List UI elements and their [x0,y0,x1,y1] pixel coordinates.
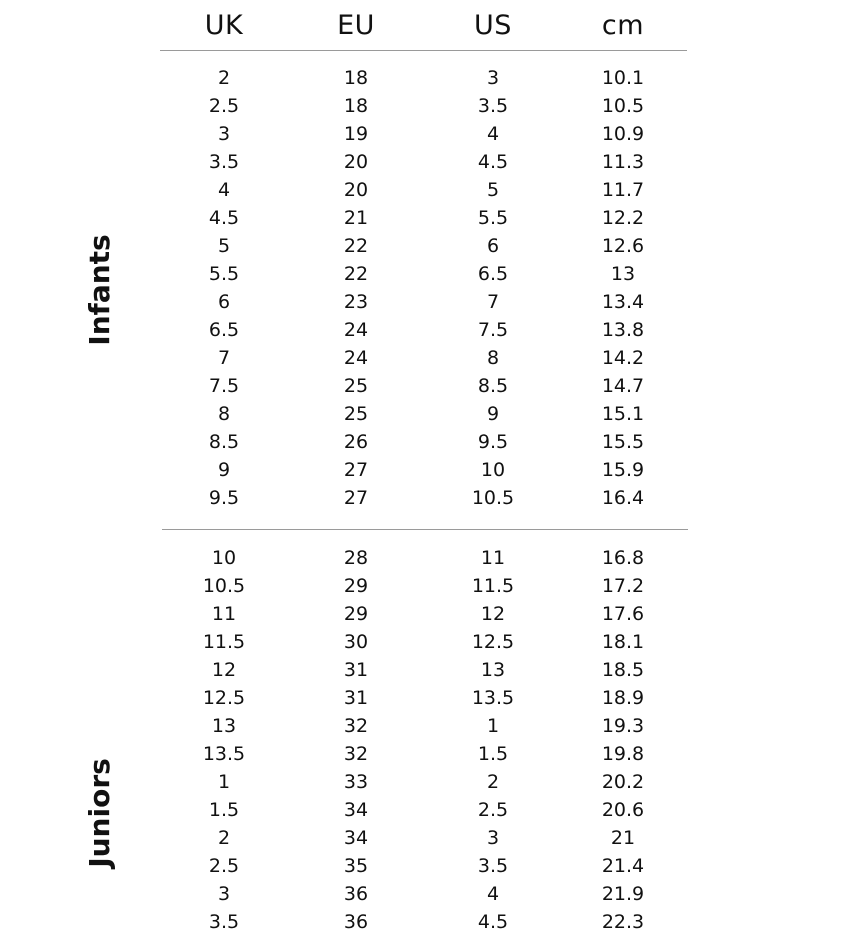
size-cell-eu: 31 [343,659,369,681]
size-cell-us: 2 [486,771,500,793]
size-cell-us: 10.5 [471,487,515,509]
size-cell-uk: 9.5 [208,487,240,509]
size-cell-cm: 18.5 [601,659,645,681]
size-cell-us: 11.5 [471,575,515,597]
size-cell-cm: 19.3 [601,715,645,737]
size-cell-us: 3 [486,827,500,849]
size-cell-eu: 34 [343,799,369,821]
section-label-juniors: Juniors [83,758,116,868]
size-cell-us: 5.5 [477,207,509,229]
size-cell-us: 4.5 [477,151,509,173]
juniors-size-table [160,544,687,936]
size-cell-cm: 16.8 [601,547,645,569]
table-row [160,712,687,740]
size-cell-cm: 17.6 [601,603,645,625]
size-cell-cm: 21.4 [601,855,645,877]
size-cell-us: 6 [486,235,500,257]
size-cell-us: 3.5 [477,95,509,117]
size-cell-us: 8.5 [477,375,509,397]
size-cell-eu: 32 [343,743,369,765]
table-row [160,852,687,880]
table-row [160,344,687,372]
size-cell-uk: 13.5 [202,743,246,765]
size-cell-eu: 34 [343,827,369,849]
size-cell-cm: 17.2 [601,575,645,597]
size-cell-cm: 19.8 [601,743,645,765]
header-divider [160,50,687,51]
table-row [160,260,687,288]
size-cell-uk: 1.5 [208,799,240,821]
infants-size-table [160,64,687,512]
size-cell-eu: 32 [343,715,369,737]
size-cell-cm: 15.9 [601,459,645,481]
size-cell-uk: 2.5 [208,855,240,877]
size-cell-us: 4.5 [477,911,509,933]
table-row [160,484,687,512]
size-cell-eu: 36 [343,911,369,933]
size-cell-eu: 24 [343,319,369,341]
size-cell-us: 13.5 [471,687,515,709]
size-cell-uk: 4.5 [208,207,240,229]
table-row [160,176,687,204]
size-cell-cm: 21 [610,827,636,849]
table-row [160,880,687,908]
size-cell-us: 6.5 [477,263,509,285]
size-cell-us: 9.5 [477,431,509,453]
size-cell-uk: 7.5 [208,375,240,397]
size-cell-eu: 22 [343,235,369,257]
size-cell-cm: 11.7 [601,179,645,201]
table-row [160,628,687,656]
size-cell-us: 9 [486,403,500,425]
size-cell-uk: 2 [217,827,231,849]
size-cell-uk: 9 [217,459,231,481]
size-cell-uk: 10.5 [202,575,246,597]
size-cell-us: 10 [480,459,506,481]
size-cell-uk: 3 [217,123,231,145]
size-cell-eu: 20 [343,179,369,201]
size-cell-eu: 35 [343,855,369,877]
table-row [160,796,687,824]
size-cell-cm: 13 [610,263,636,285]
size-cell-cm: 18.9 [601,687,645,709]
size-cell-cm: 10.1 [601,67,645,89]
size-cell-uk: 3.5 [208,911,240,933]
table-row [160,456,687,484]
table-row [160,684,687,712]
size-cell-cm: 16.4 [601,487,645,509]
size-cell-us: 4 [486,123,500,145]
table-row [160,288,687,316]
column-header-uk: UK [204,10,244,41]
table-row [160,768,687,796]
size-cell-us: 4 [486,883,500,905]
size-cell-us: 11 [480,547,506,569]
table-row [160,372,687,400]
table-row [160,740,687,768]
size-cell-cm: 12.6 [601,235,645,257]
size-cell-uk: 5 [217,235,231,257]
table-row [160,92,687,120]
size-cell-us: 13 [480,659,506,681]
size-cell-us: 5 [486,179,500,201]
size-cell-uk: 5.5 [208,263,240,285]
size-cell-us: 3 [486,67,500,89]
size-cell-cm: 13.4 [601,291,645,313]
size-cell-cm: 21.9 [601,883,645,905]
size-cell-eu: 19 [343,123,369,145]
size-cell-eu: 29 [343,575,369,597]
size-cell-eu: 23 [343,291,369,313]
size-cell-uk: 3 [217,883,231,905]
column-header-us: US [474,10,512,41]
size-cell-eu: 33 [343,771,369,793]
size-cell-eu: 21 [343,207,369,229]
size-cell-us: 7.5 [477,319,509,341]
size-cell-cm: 20.2 [601,771,645,793]
size-cell-eu: 18 [343,95,369,117]
table-row [160,572,687,600]
size-cell-eu: 29 [343,603,369,625]
table-row [160,316,687,344]
size-cell-eu: 26 [343,431,369,453]
size-cell-eu: 22 [343,263,369,285]
size-cell-eu: 20 [343,151,369,173]
size-cell-eu: 25 [343,403,369,425]
column-header-cm: cm [601,10,645,41]
size-cell-us: 2.5 [477,799,509,821]
size-cell-cm: 18.1 [601,631,645,653]
table-row [160,824,687,852]
size-cell-us: 3.5 [477,855,509,877]
size-cell-cm: 22.3 [601,911,645,933]
table-row [160,204,687,232]
table-header [160,8,687,44]
size-cell-us: 1.5 [477,743,509,765]
size-cell-uk: 13 [211,715,237,737]
size-cell-uk: 6 [217,291,231,313]
size-cell-cm: 13.8 [601,319,645,341]
column-header-eu: EU [337,10,375,41]
table-row [160,544,687,572]
size-cell-eu: 28 [343,547,369,569]
table-row [160,64,687,92]
size-cell-cm: 10.9 [601,123,645,145]
size-cell-eu: 36 [343,883,369,905]
size-cell-uk: 12.5 [202,687,246,709]
size-cell-cm: 11.3 [601,151,645,173]
size-cell-us: 7 [486,291,500,313]
size-cell-eu: 30 [343,631,369,653]
size-cell-uk: 7 [217,347,231,369]
table-row [160,600,687,628]
size-cell-eu: 24 [343,347,369,369]
table-row [160,656,687,684]
size-cell-uk: 4 [217,179,231,201]
size-cell-us: 12.5 [471,631,515,653]
section-label-infants: Infants [83,234,116,346]
table-row [160,400,687,428]
size-cell-uk: 6.5 [208,319,240,341]
table-row [160,428,687,456]
table-row [160,232,687,260]
size-cell-eu: 31 [343,687,369,709]
size-cell-us: 1 [486,715,500,737]
size-cell-uk: 8.5 [208,431,240,453]
size-cell-uk: 11 [211,603,237,625]
size-cell-uk: 11.5 [202,631,246,653]
size-cell-eu: 27 [343,487,369,509]
size-cell-eu: 18 [343,67,369,89]
size-cell-cm: 14.7 [601,375,645,397]
size-cell-cm: 14.2 [601,347,645,369]
size-cell-eu: 27 [343,459,369,481]
table-row [160,120,687,148]
size-cell-uk: 2 [217,67,231,89]
size-cell-cm: 10.5 [601,95,645,117]
size-cell-uk: 10 [211,547,237,569]
table-row [160,148,687,176]
size-cell-uk: 1 [217,771,231,793]
size-cell-cm: 15.5 [601,431,645,453]
section-divider [162,529,688,530]
size-cell-cm: 15.1 [601,403,645,425]
size-cell-uk: 12 [211,659,237,681]
size-cell-us: 12 [480,603,506,625]
size-cell-uk: 3.5 [208,151,240,173]
size-cell-uk: 8 [217,403,231,425]
size-cell-eu: 25 [343,375,369,397]
size-cell-cm: 20.6 [601,799,645,821]
table-row [160,908,687,936]
size-cell-us: 8 [486,347,500,369]
size-cell-uk: 2.5 [208,95,240,117]
size-cell-cm: 12.2 [601,207,645,229]
